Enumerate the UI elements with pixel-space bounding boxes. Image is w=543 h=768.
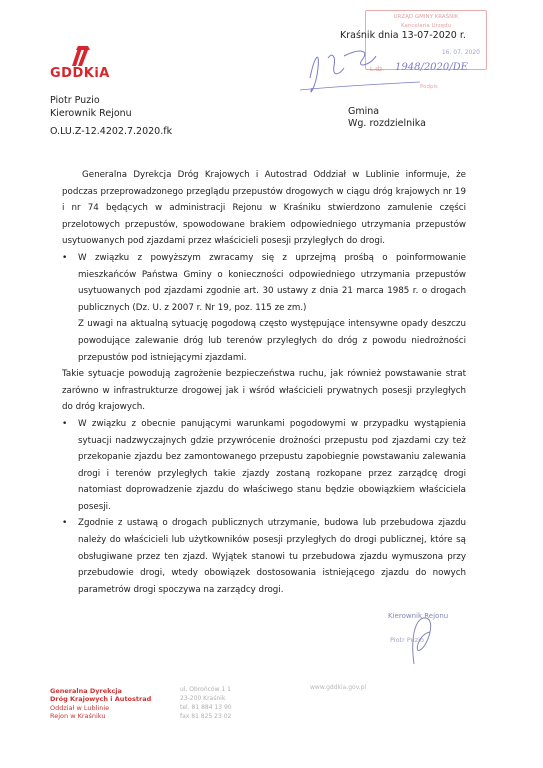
bullet-item [62, 515, 466, 598]
footer-org-line1: Generalna Dyrekcja [50, 687, 122, 695]
footer-organization [50, 687, 151, 721]
signature-name: Piotr Puzio [390, 636, 424, 644]
bullet-icon: • [62, 418, 68, 429]
stamp-ldz-label: L.dz. [370, 66, 385, 73]
signature-block [370, 606, 480, 666]
paragraph-intro: Generalna Dyrekcja Dróg Krajowych i Autostrad Oddział w Lublinie informuje, że podczas przeprowadzonego przeglądu przepustów drogowych w ciągu dróg krajowych nr 19 i nr 74 będących w administracji Rejonu w Kraśniku stwierdzono zamulenie części przelotowych przepustów, spowodowane brakiem odpowiedniego utrzymania przepustów usytuowanych pod zjazdami przez właścicieli posesji przyległych do drogi. [62, 170, 466, 247]
reference-number: O.LU.Z-12.4202.7.2020.fk [50, 126, 173, 137]
letter-body [62, 167, 466, 598]
footer-website: www.gddkia.gov.pl [310, 684, 367, 691]
bullet-text: W związku z powyższym zwracamy się z uprzejmą prośbą o poinformowanie mieszkańców Państwa Gminy o konieczności odpowiedniego utrzymania przepustów usytuowanych pod zjazdami zgodnie art. 30 ustawy z dnia 21 marca 1985 r. o drogach publicznych (Dz. U. z 2007 r. Nr 19, poz. 115 ze zm.) [78, 252, 466, 313]
logo-text: GDDKiA [50, 66, 110, 81]
signature-title: Kierownik Rejonu [388, 612, 449, 620]
footer-phone: tel. 81 884 13 90 [180, 704, 232, 711]
gddkia-logo [50, 44, 120, 84]
stamp-chancellery: Kancelaria Urzędu [400, 23, 452, 29]
bullet-icon: • [62, 252, 68, 263]
bullet-item [62, 416, 466, 516]
recipient-block [348, 106, 426, 130]
stamp-date: 16. 07. 2020 [441, 49, 480, 56]
paragraph-threat: Takie sytuacje powodują zagrożenie bezpieczeństwa ruchu, jak również powstawanie strat zarówno w infrastrukturze drogowej jak i wśród właścicieli prywatnych posesji przyległych do dróg krajowych. [62, 369, 466, 413]
bullet-text: W związku z obecnie panującymi warunkami pogodowymi w przypadku wystąpienia sytuacji nadzwyczajnych gdzie przywrócenie drożności przepustu pod zjazdami czy też przekopanie zjazdu bez zamontowanego przepustu zapobiegnie powstawaniu zalewania drogi i terenów przyległych takie zjazdy zostaną rozkopane przez zarządcę drogi natomiast doprowadzenie zjazdu do właściwego stanu będzie obowiązkiem właściciela posesji. [78, 418, 466, 512]
footer-street: ul. Obrońców 1 1 [180, 686, 231, 693]
bullet-text: Zgodnie z ustawą o drogach publicznych utrzymanie, budowa lub przebudowa zjazdu należy do właścicieli lub użytkowników posesji przyległych do drogi publicznej, które są obsługiwane przez ten zjazd. Wyjątek stanowi tu przebudowa zjazdu wymuszona przy przebudowie drogi, wtedy obowiązek dostosowania istniejącego zjazdu do nowych parametrów drogi spoczywa na zarządcy drogi. [78, 518, 466, 595]
logo-mark-icon [64, 44, 94, 68]
sender-position: Kierownik Rejonu [50, 108, 132, 119]
sender-block [50, 94, 132, 120]
footer-city: 23-200 Kraśnik [180, 695, 226, 702]
bullet-icon: • [62, 518, 68, 529]
recipient-line2: Wg. rozdzielnika [348, 118, 426, 129]
handwritten-signature-icon [300, 38, 500, 108]
handwritten-annotation: 1948/2020/DE [395, 62, 468, 73]
sender-name: Piotr Puzio [50, 95, 100, 106]
bullet-item [62, 250, 466, 366]
stamp-office: URZĄD GMINY KRAŚNIK [393, 14, 459, 20]
bullet-text-continued: Z uwagi na aktualną sytuację pogodową często występujące intensywne opady deszczu powodujące zalewanie dróg lub terenów przyległych do dróg z powodu niedrożności przepustów pod istniejącymi zjazdami. [78, 319, 466, 363]
footer-address [180, 685, 232, 721]
place-date: Kraśnik dnia 13-07-2020 r. [340, 30, 466, 41]
recipient-line1: Gmina [348, 106, 380, 117]
footer-org-line4: Rejon w Kraśniku [50, 712, 106, 721]
footer-org-line2: Dróg Krajowych i Autostrad [50, 695, 152, 704]
footer-fax: fax 81 825 23 02 [180, 713, 232, 720]
footer-org-line3: Oddział w Lublinie [50, 703, 110, 712]
stamp-podpis-label: Podpis [420, 84, 438, 90]
